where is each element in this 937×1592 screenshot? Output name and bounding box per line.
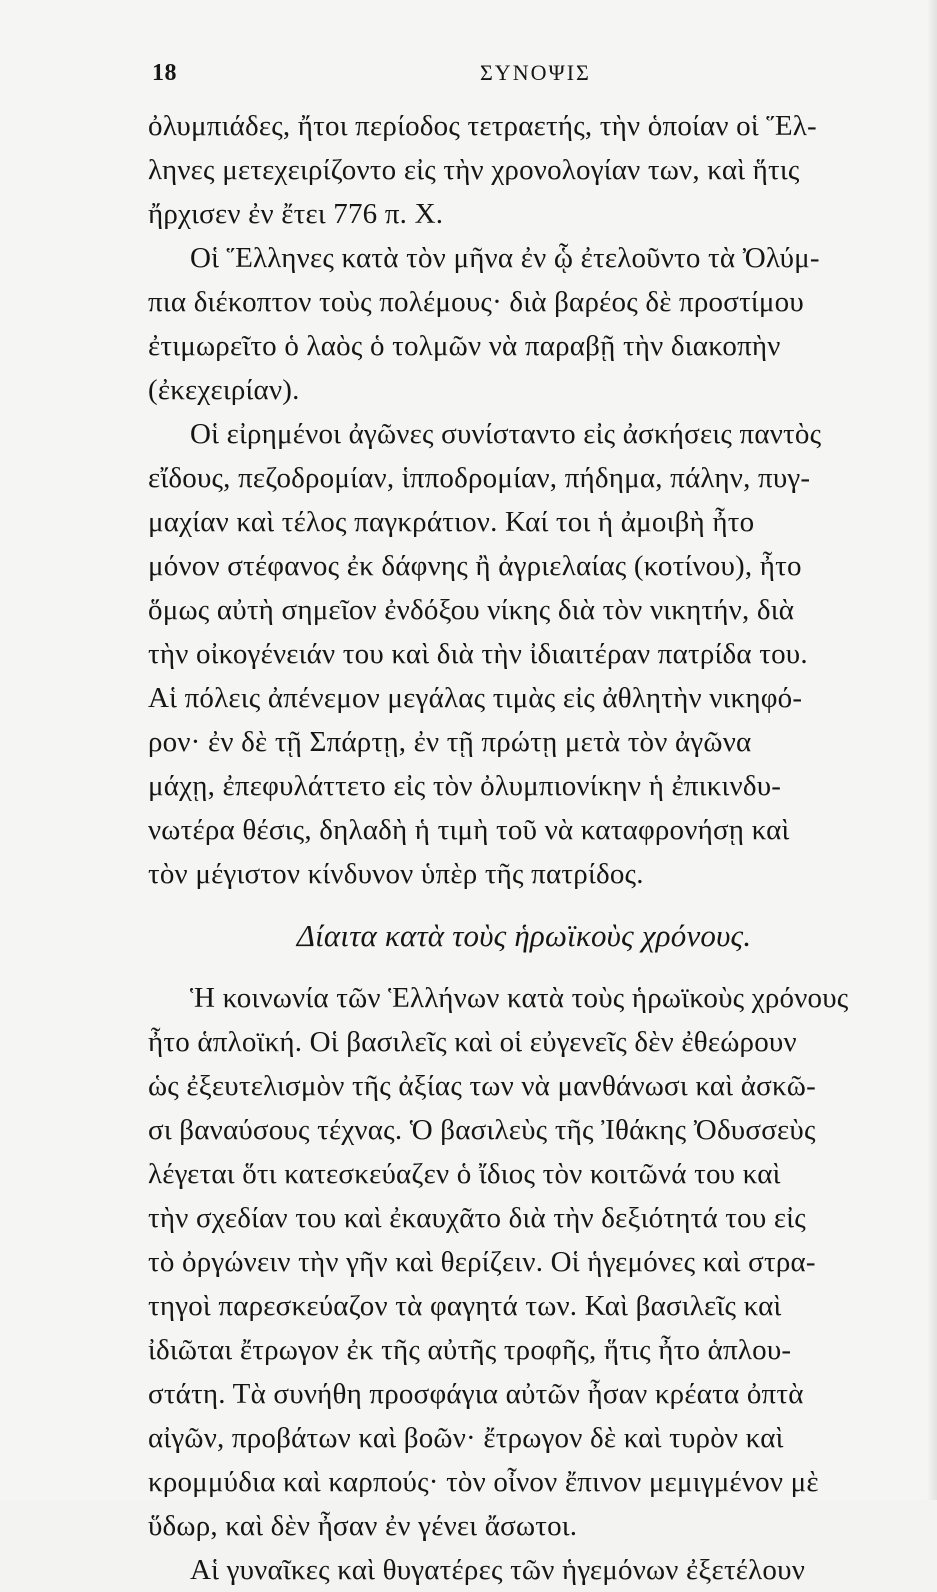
text-line: Αἱ πόλεις ἀπένεμον μεγάλας τιμὰς εἰς ἀθλητὴν νικηφό- [148, 682, 803, 714]
running-head: ΣΥΝΟΨΙΣ [480, 60, 591, 85]
text-line: σι βαναύσους τέχνας. Ὁ βασιλεὺς τῆς Ἰθάκης Ὀδυσσεὺς [148, 1114, 816, 1146]
text-line: Αἱ γυναῖκες καὶ θυγατέρες τῶν ἡγεμόνων ἐξετέλουν [190, 1554, 806, 1586]
text-line: αἰγῶν, προβάτων καὶ βοῶν· ἔτρωγον δὲ καὶ τυρὸν καὶ [148, 1422, 784, 1454]
text-line: Οἱ εἰρημένοι ἀγῶνες συνίσταντο εἰς ἀσκήσεις παντὸς [190, 418, 822, 450]
text-line: τὸν μέγιστον κίνδυνον ὑπὲρ τῆς πατρίδος. [148, 858, 644, 890]
page-edge-shadow [927, 0, 937, 1500]
text-line: τὸ ὀργώνειν τὴν γῆν καὶ θερίζειν. Οἱ ἡγεμόνες καὶ στρα- [148, 1246, 816, 1278]
text-line: ὀλυμπιάδες, ἤτοι περίοδος τετραετής, τὴν ὁποίαν οἱ Ἕλ- [148, 110, 817, 142]
text-line: στάτη. Τὰ συνήθη προσφάγια αὐτῶν ἦσαν κρέατα ὀπτὰ [148, 1378, 804, 1410]
text-line: εἴδους, πεζοδρομίαν, ἱπποδρομίαν, πήδημα, πάλην, πυγ- [148, 462, 811, 494]
text-line: ἐτιμωρεῖτο ὁ λαὸς ὁ τολμῶν νὰ παραβῇ τὴν διακοπὴν [148, 330, 781, 362]
text-line: ἤρχισεν ἐν ἔτει 776 π. Χ. [148, 198, 444, 230]
text-line: ὡς ἐξευτελισμὸν τῆς ἀξίας των νὰ μανθάνωσι καὶ ἀσκῶ- [148, 1070, 816, 1102]
text-line: ὕδωρ, καὶ δὲν ἦσαν ἐν γένει ἄσωτοι. [148, 1510, 578, 1542]
text-line: τὴν σχεδίαν του καὶ ἐκαυχᾶτο διὰ τὴν δεξιότητά του εἰς [148, 1202, 806, 1234]
text-line: ὅμως αὐτὴ σημεῖον ἐνδόξου νίκης διὰ τὸν νικητήν, διὰ [148, 594, 795, 626]
text-line: τὴν οἰκογένειάν του καὶ διὰ τὴν ἰδιαιτέραν πατρίδα του. [148, 638, 808, 670]
text-line: μόνον στέφανος ἐκ δάφνης ἢ ἀγριελαίας (κοτίνου), ἦτο [148, 550, 802, 582]
text-line: ρον· ἐν δὲ τῇ Σπάρτῃ, ἐν τῇ πρώτῃ μετὰ τὸν ἀγῶνα [148, 726, 752, 758]
text-line: Ἡ κοινωνία τῶν Ἑλλήνων κατὰ τοὺς ἡρωϊκοὺς χρόνους [190, 982, 849, 1014]
page-number: 18 [152, 60, 177, 86]
text-line: ἰδιῶται ἔτρωγον ἐκ τῆς αὐτῆς τροφῆς, ἥτις ἦτο ἁπλου- [148, 1334, 792, 1366]
text-line: νωτέρα θέσις, δηλαδὴ ἡ τιμὴ τοῦ νὰ καταφρονήσῃ καὶ [148, 814, 790, 846]
page-header [0, 52, 937, 92]
text-line: μαχίαν καὶ τέλος παγκράτιον. Καί τοι ἡ ἀμοιβὴ ἦτο [148, 506, 755, 538]
text-line: ἦτο ἁπλοϊκή. Οἱ βασιλεῖς καὶ οἱ εὐγενεῖς δὲν ἐθεώρουν [148, 1026, 797, 1058]
section-heading: Δίαιτα κατὰ τοὺς ἡρωϊκοὺς χρόνους. [296, 918, 752, 953]
text-line: λέγεται ὅτι κατεσκεύαζεν ὁ ἴδιος τὸν κοιτῶνά του καὶ [148, 1158, 781, 1190]
text-line: (ἐκεχειρίαν). [148, 374, 300, 406]
text-line: ληνες μετεχειρίζοντο εἰς τὴν χρονολογίαν των, καὶ ἥτις [148, 154, 800, 186]
text-line: μάχῃ, ἐπεφυλάττετο εἰς τὸν ὀλυμπιονίκην ἡ ἐπικινδυ- [148, 770, 782, 802]
text-line: πια διέκοπτον τοὺς πολέμους· διὰ βαρέος δὲ προστίμου [148, 286, 804, 318]
text-line: κρομμύδια καὶ καρπούς· τὸν οἶνον ἔπινον μεμιγμένον μὲ [148, 1466, 819, 1498]
text-line: τηγοὶ παρεσκεύαζον τὰ φαγητά των. Καὶ βασιλεῖς καὶ [148, 1290, 782, 1322]
text-line: Οἱ Ἕλληνες κατὰ τὸν μῆνα ἐν ᾧ ἐτελοῦντο τὰ Ὀλύμ- [190, 242, 820, 274]
